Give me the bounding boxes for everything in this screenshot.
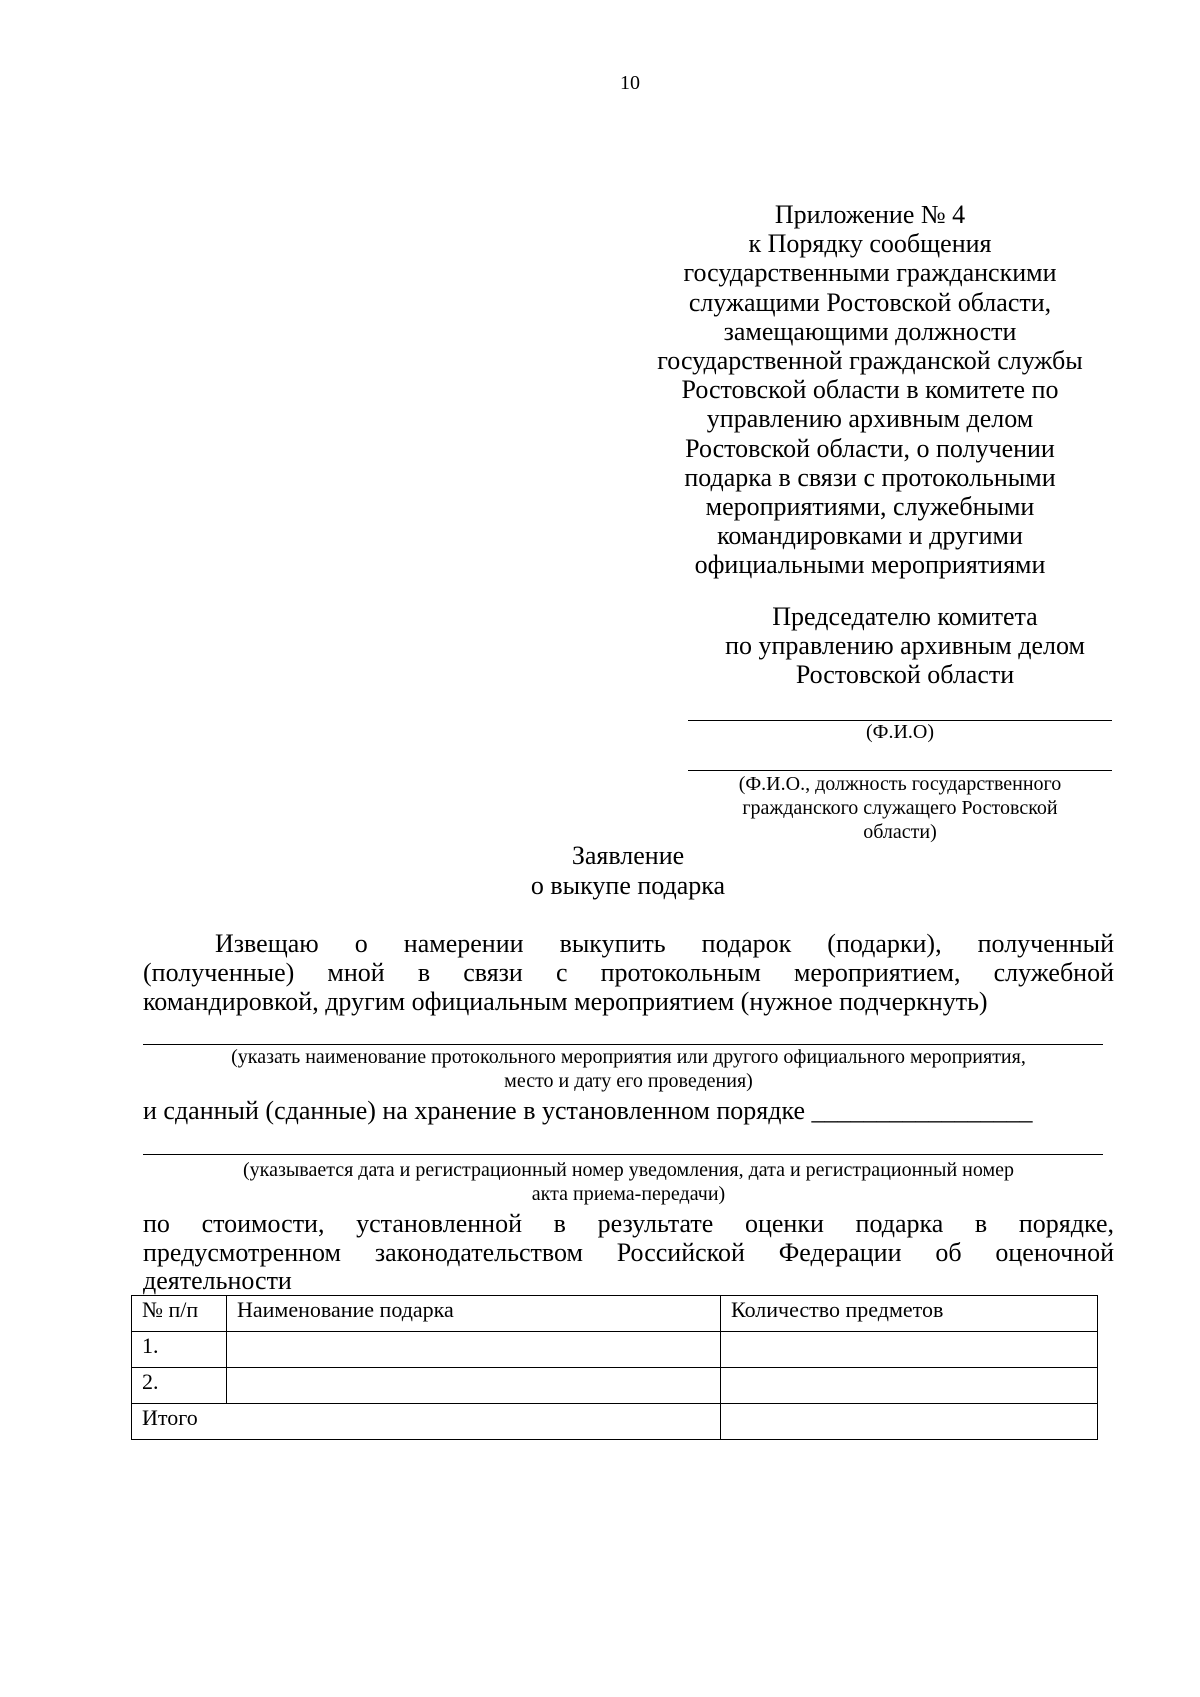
event-caption-line: (указать наименование протокольного мероприятия или другого официального мероприятия, xyxy=(231,1046,1026,1068)
appendix-line: подарка в связи с протокольными xyxy=(684,462,1056,492)
table-header-row xyxy=(132,1296,1098,1332)
row-quantity xyxy=(721,1368,1098,1404)
event-caption xyxy=(143,1045,1114,1093)
row-quantity xyxy=(721,1332,1098,1368)
addressee-line: Ростовской области xyxy=(795,660,1015,689)
row-number: 1. xyxy=(132,1332,227,1368)
appendix-line: мероприятиями, служебными xyxy=(705,492,1035,522)
applicant-caption-line: (Ф.И.О., должность государственного xyxy=(738,773,1062,795)
appendix-line: Ростовской области в комитете по xyxy=(681,375,1059,405)
storage-line: и сданный (сданные) на хранение в установленном порядке _________________ xyxy=(143,1096,1033,1125)
gifts-table xyxy=(131,1295,1098,1440)
appendix-line: командировками и другими xyxy=(717,521,1023,551)
applicant-fio-line xyxy=(688,770,1112,771)
table-total-row xyxy=(132,1404,1098,1440)
total-quantity xyxy=(721,1404,1098,1440)
table-row xyxy=(132,1368,1098,1404)
applicant-caption xyxy=(688,772,1112,844)
header-gift-name: Наименование подарка xyxy=(227,1296,721,1332)
paragraph-line: командировкой, другим официальным мероприятием (нужное подчеркнуть) xyxy=(143,987,988,1016)
appendix-line: к Порядку сообщения xyxy=(748,229,992,259)
appendix-line: служащими Ростовской области, xyxy=(688,287,1052,317)
document-title xyxy=(0,841,1200,901)
event-caption-line: место и дату его проведения) xyxy=(504,1070,753,1092)
notice-caption-line: (указывается дата и регистрационный номер уведомления, дата и регистрационный номер xyxy=(243,1159,1014,1181)
addressee-line: по управлению архивным делом xyxy=(725,631,1085,660)
total-label: Итого xyxy=(132,1404,721,1440)
header-quantity: Количество предметов xyxy=(721,1296,1098,1332)
appendix-reference xyxy=(620,200,1120,580)
paragraph-line: по стоимости, установленной в результате оценки подарка в порядке, xyxy=(143,1209,1114,1238)
paragraph-line: предусмотренном законодательством Российской Федерации об оценочной xyxy=(143,1238,1114,1267)
applicant-caption-line: гражданского служащего Ростовской xyxy=(742,797,1058,819)
appendix-line: государственной гражданской службы xyxy=(657,346,1083,376)
appendix-line: Ростовской области, о получении xyxy=(685,433,1055,463)
paragraph-line: (полученные) мной в связи с протокольным мероприятием, служебной xyxy=(143,958,1114,987)
appendix-line: официальными мероприятиями xyxy=(694,550,1046,580)
subtitle-line: о выкупе подарка xyxy=(530,871,726,900)
paragraph-line: Извещаю о намерении выкупить подарок (подарки), полученный xyxy=(215,929,1114,958)
header-number: № п/п xyxy=(132,1296,227,1332)
appendix-line: Приложение № 4 xyxy=(774,200,966,229)
title-line: Заявление xyxy=(571,841,685,870)
addressee-line: Председателю комитета xyxy=(772,602,1038,631)
row-gift-name xyxy=(227,1332,721,1368)
appendix-line: замещающими должности xyxy=(723,316,1017,346)
notice-caption-line: акта приема-передачи) xyxy=(531,1183,726,1205)
row-number: 2. xyxy=(132,1368,227,1404)
notice-fill-line xyxy=(143,1154,1103,1155)
chairman-fio-caption: (Ф.И.О) xyxy=(865,721,934,743)
row-gift-name xyxy=(227,1368,721,1404)
appendix-line: государственными гражданскими xyxy=(683,258,1057,288)
page-number: 10 xyxy=(620,72,640,94)
applicant-caption-line: области) xyxy=(863,821,937,843)
addressee-block xyxy=(660,602,1150,689)
notice-caption xyxy=(143,1158,1114,1206)
table-row xyxy=(132,1332,1098,1368)
paragraph-line: деятельности xyxy=(143,1266,292,1295)
appendix-line: управлению архивным делом xyxy=(706,404,1034,434)
